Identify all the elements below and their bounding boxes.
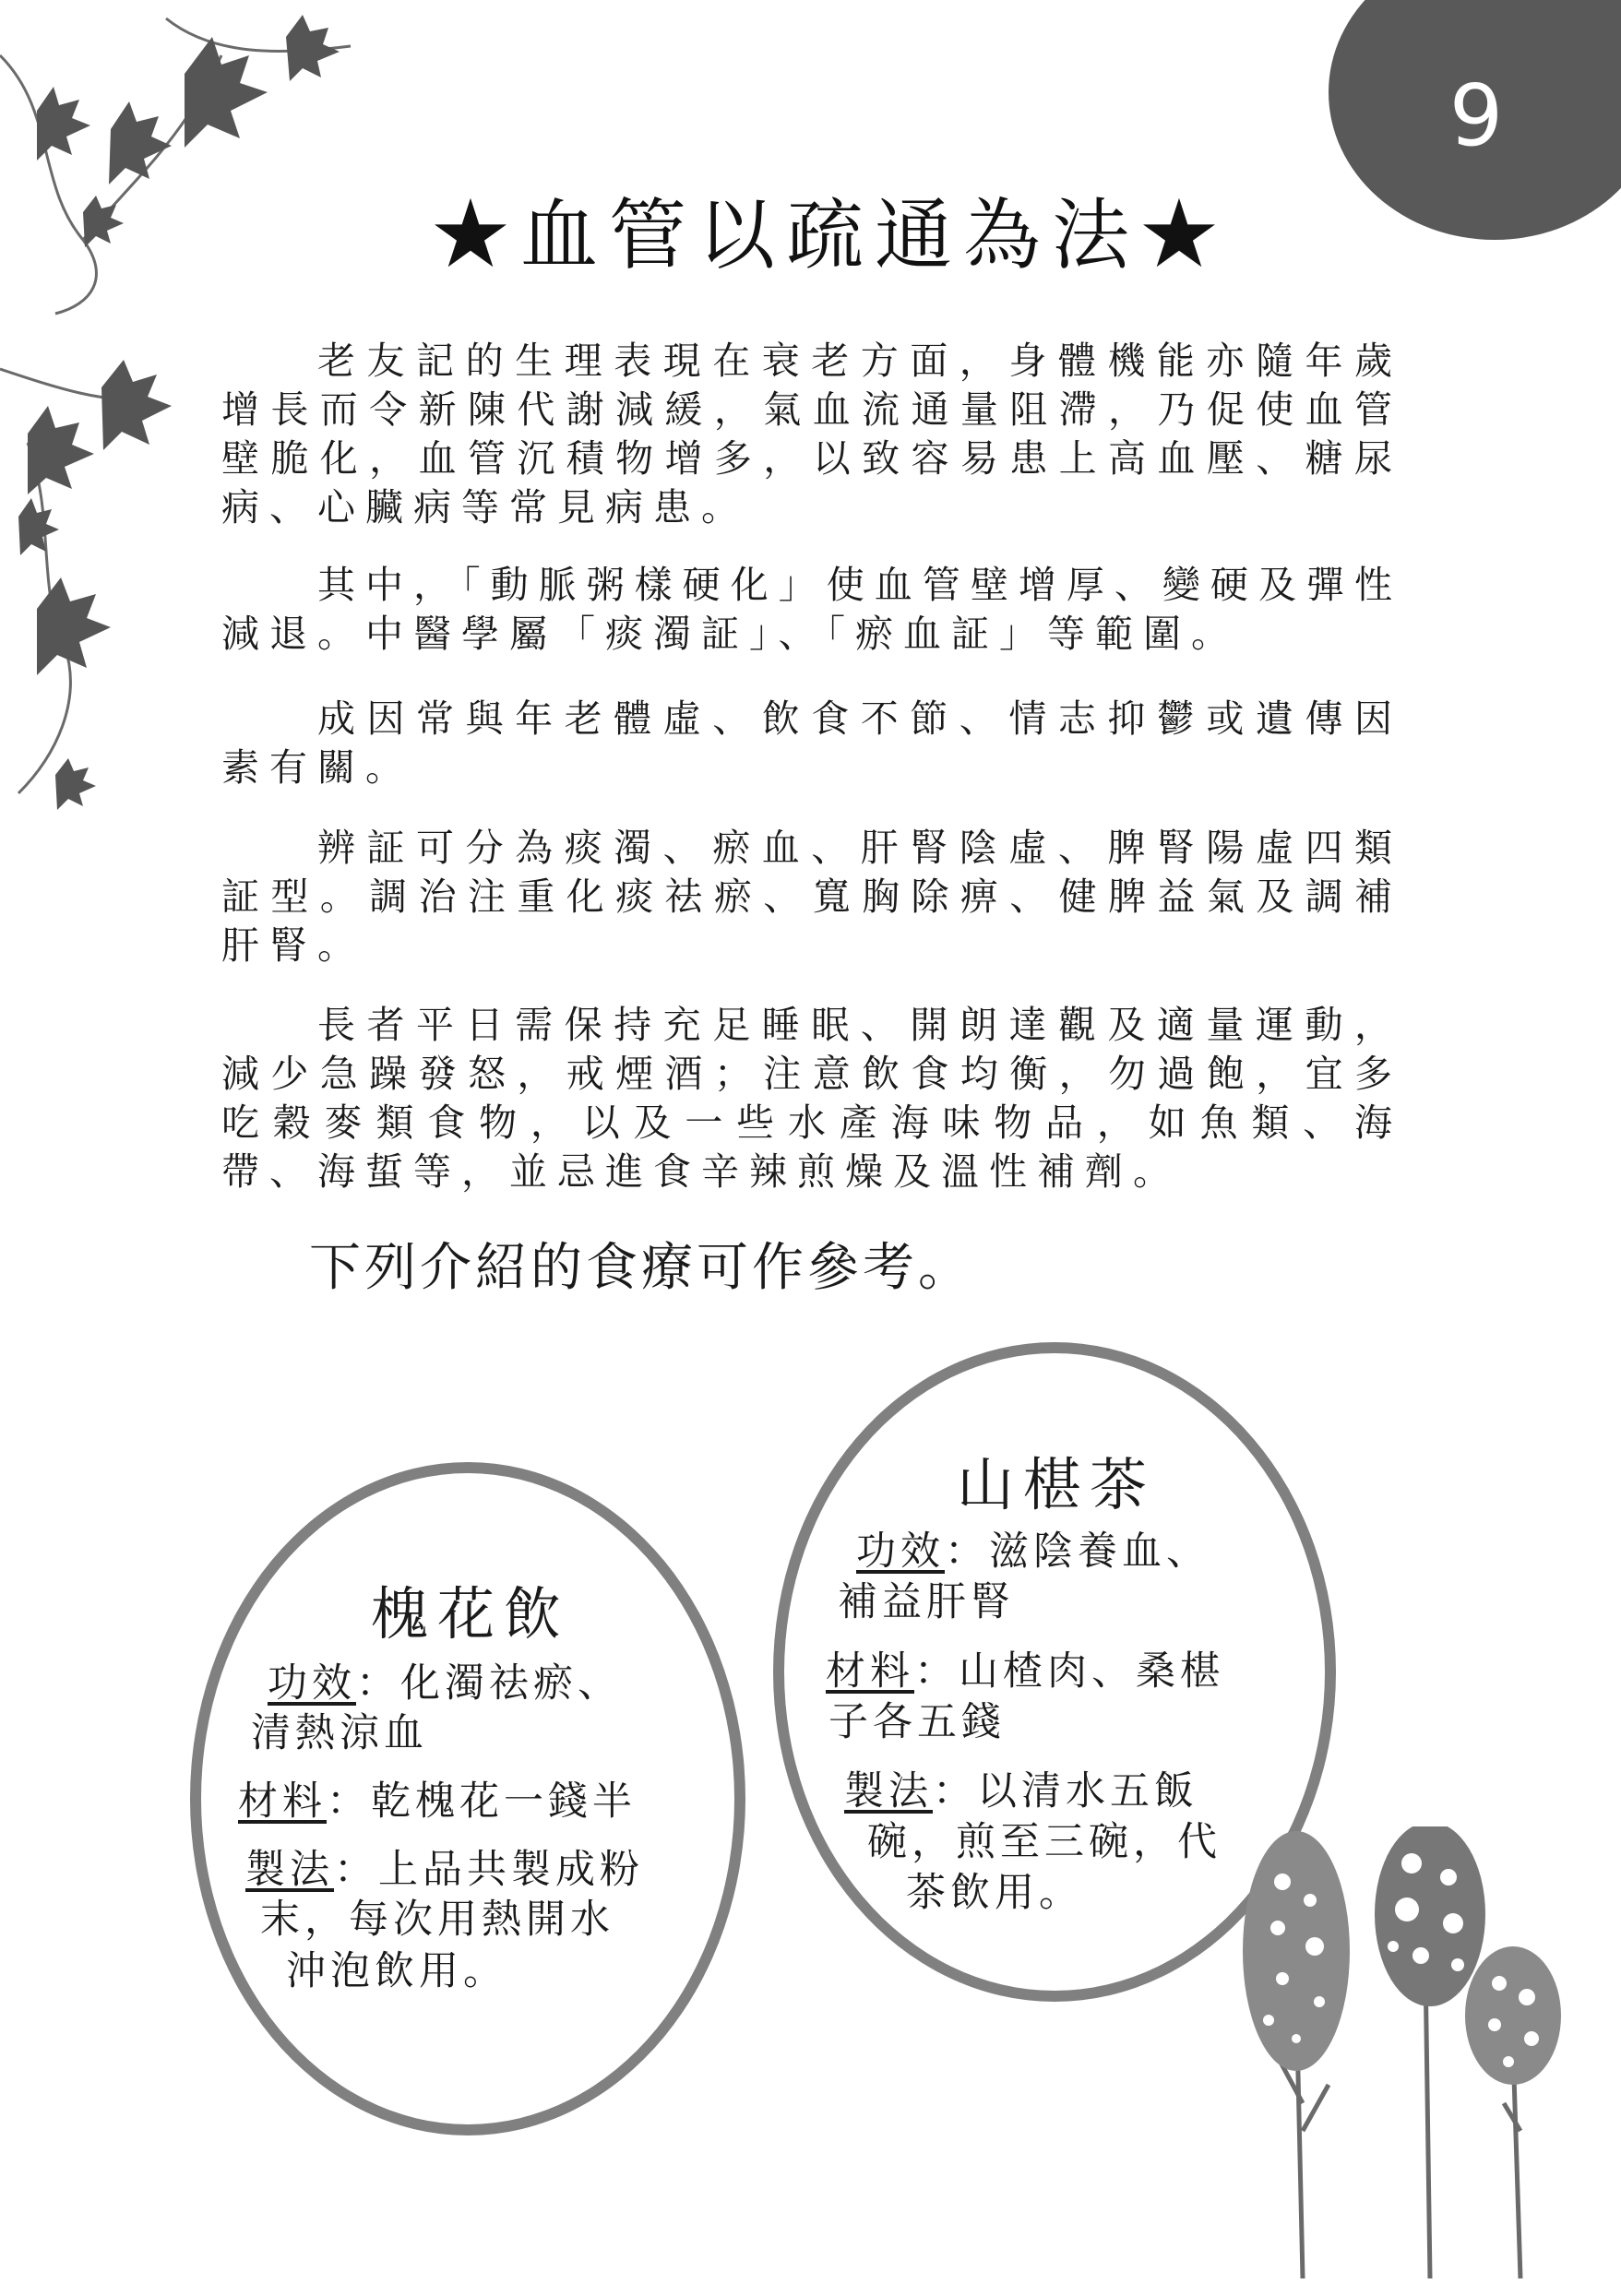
recipes-intro: 下列介紹的食療可作參考。 <box>309 1238 973 1298</box>
recipe-right-effect-cont: 補益肝腎 <box>838 1579 1015 1625</box>
recipe-right-method <box>844 1767 1198 1816</box>
paragraph-diagnosis: 辨証可分為痰濁、瘀血、肝腎陰虛、脾腎陽虛四類証型。調治注重化痰祛瘀、寬胸除痹、健脾益氣及調補肝腎。 <box>221 826 1402 968</box>
recipe-right-ingredients-cont: 子各五錢 <box>828 1699 1006 1745</box>
paragraph-aging: 老友記的生理表現在衰老方面，身體機能亦隨年歲增長而令新陳代謝減緩，氣血流通量阻滯，乃促使血管壁脆化，血管沉積物增多，以致容易患上高血壓、糖尿病、心臟病等常見病患。 <box>221 339 1402 529</box>
recipe-right-effect-text: ：滋陰養血、 <box>945 1529 1210 1575</box>
paragraph-atherosclerosis: 其中，「動脈粥樣硬化」使血管壁增厚、變硬及彈性減退。中醫學屬「痰濁証」、「瘀血証」等範圍。 <box>221 563 1402 656</box>
recipe-left-method-text: ：上品共製成粉 <box>334 1847 644 1893</box>
paragraph-lifestyle: 長者平日需保持充足睡眠、開朗達觀及適量運動，減少急躁發怒，戒煙酒；注意飲食均衡，勿過飽，宜多吃穀麥類食物，以及一些水產海味物品，如魚類、海帶、海蜇等，並忌進食辛辣煎燥及溫性補劑。 <box>221 1003 1402 1194</box>
recipe-right-method-cont2: 茶飲用。 <box>906 1870 1083 1916</box>
recipe-left-method <box>245 1845 644 1895</box>
recipe-left-effect-label: 功效 <box>268 1660 356 1707</box>
recipe-left-method-cont1: 末，每次用熱開水 <box>260 1897 614 1943</box>
recipe-left-method-label: 製法 <box>245 1847 334 1893</box>
recipe-left-effect-cont: 清熱涼血 <box>251 1710 428 1756</box>
paragraph-causes: 成因常與年老體虛、飲食不節、情志抑鬱或遺傳因素有關。 <box>221 696 1402 790</box>
recipe-left-effect <box>268 1659 622 1708</box>
recipe-left-ingredients-text: ：乾槐花一錢半 <box>327 1779 637 1825</box>
page-title: ★血管以疏通為法★ <box>431 190 1229 280</box>
recipe-left-ingredients <box>238 1777 637 1826</box>
recipe-left-effect-text: ：化濁祛瘀、 <box>356 1660 622 1707</box>
recipe-right-title: 山椹茶 <box>956 1451 1156 1518</box>
recipe-left-ingredients-label: 材料 <box>238 1779 327 1825</box>
recipe-right-effect <box>856 1527 1210 1576</box>
recipe-left-method-cont2: 沖泡飲用。 <box>286 1948 507 1994</box>
recipe-right-method-text: ：以清水五飯 <box>933 1768 1198 1814</box>
recipe-right-ingredients-text: ：山楂肉、桑椹 <box>914 1648 1224 1695</box>
recipe-left-title: 槐花飲 <box>370 1580 570 1648</box>
page-number: 9 <box>1448 66 1504 165</box>
recipe-right-method-label: 製法 <box>844 1768 933 1814</box>
recipe-right-method-cont1: 碗，煎至三碗，代 <box>867 1819 1222 1865</box>
dotted-trees-illustration-icon <box>1227 1826 1596 2288</box>
recipe-right-ingredients <box>826 1647 1224 1696</box>
recipe-right-effect-label: 功效 <box>856 1529 945 1575</box>
recipe-right-ingredients-label: 材料 <box>826 1648 914 1695</box>
